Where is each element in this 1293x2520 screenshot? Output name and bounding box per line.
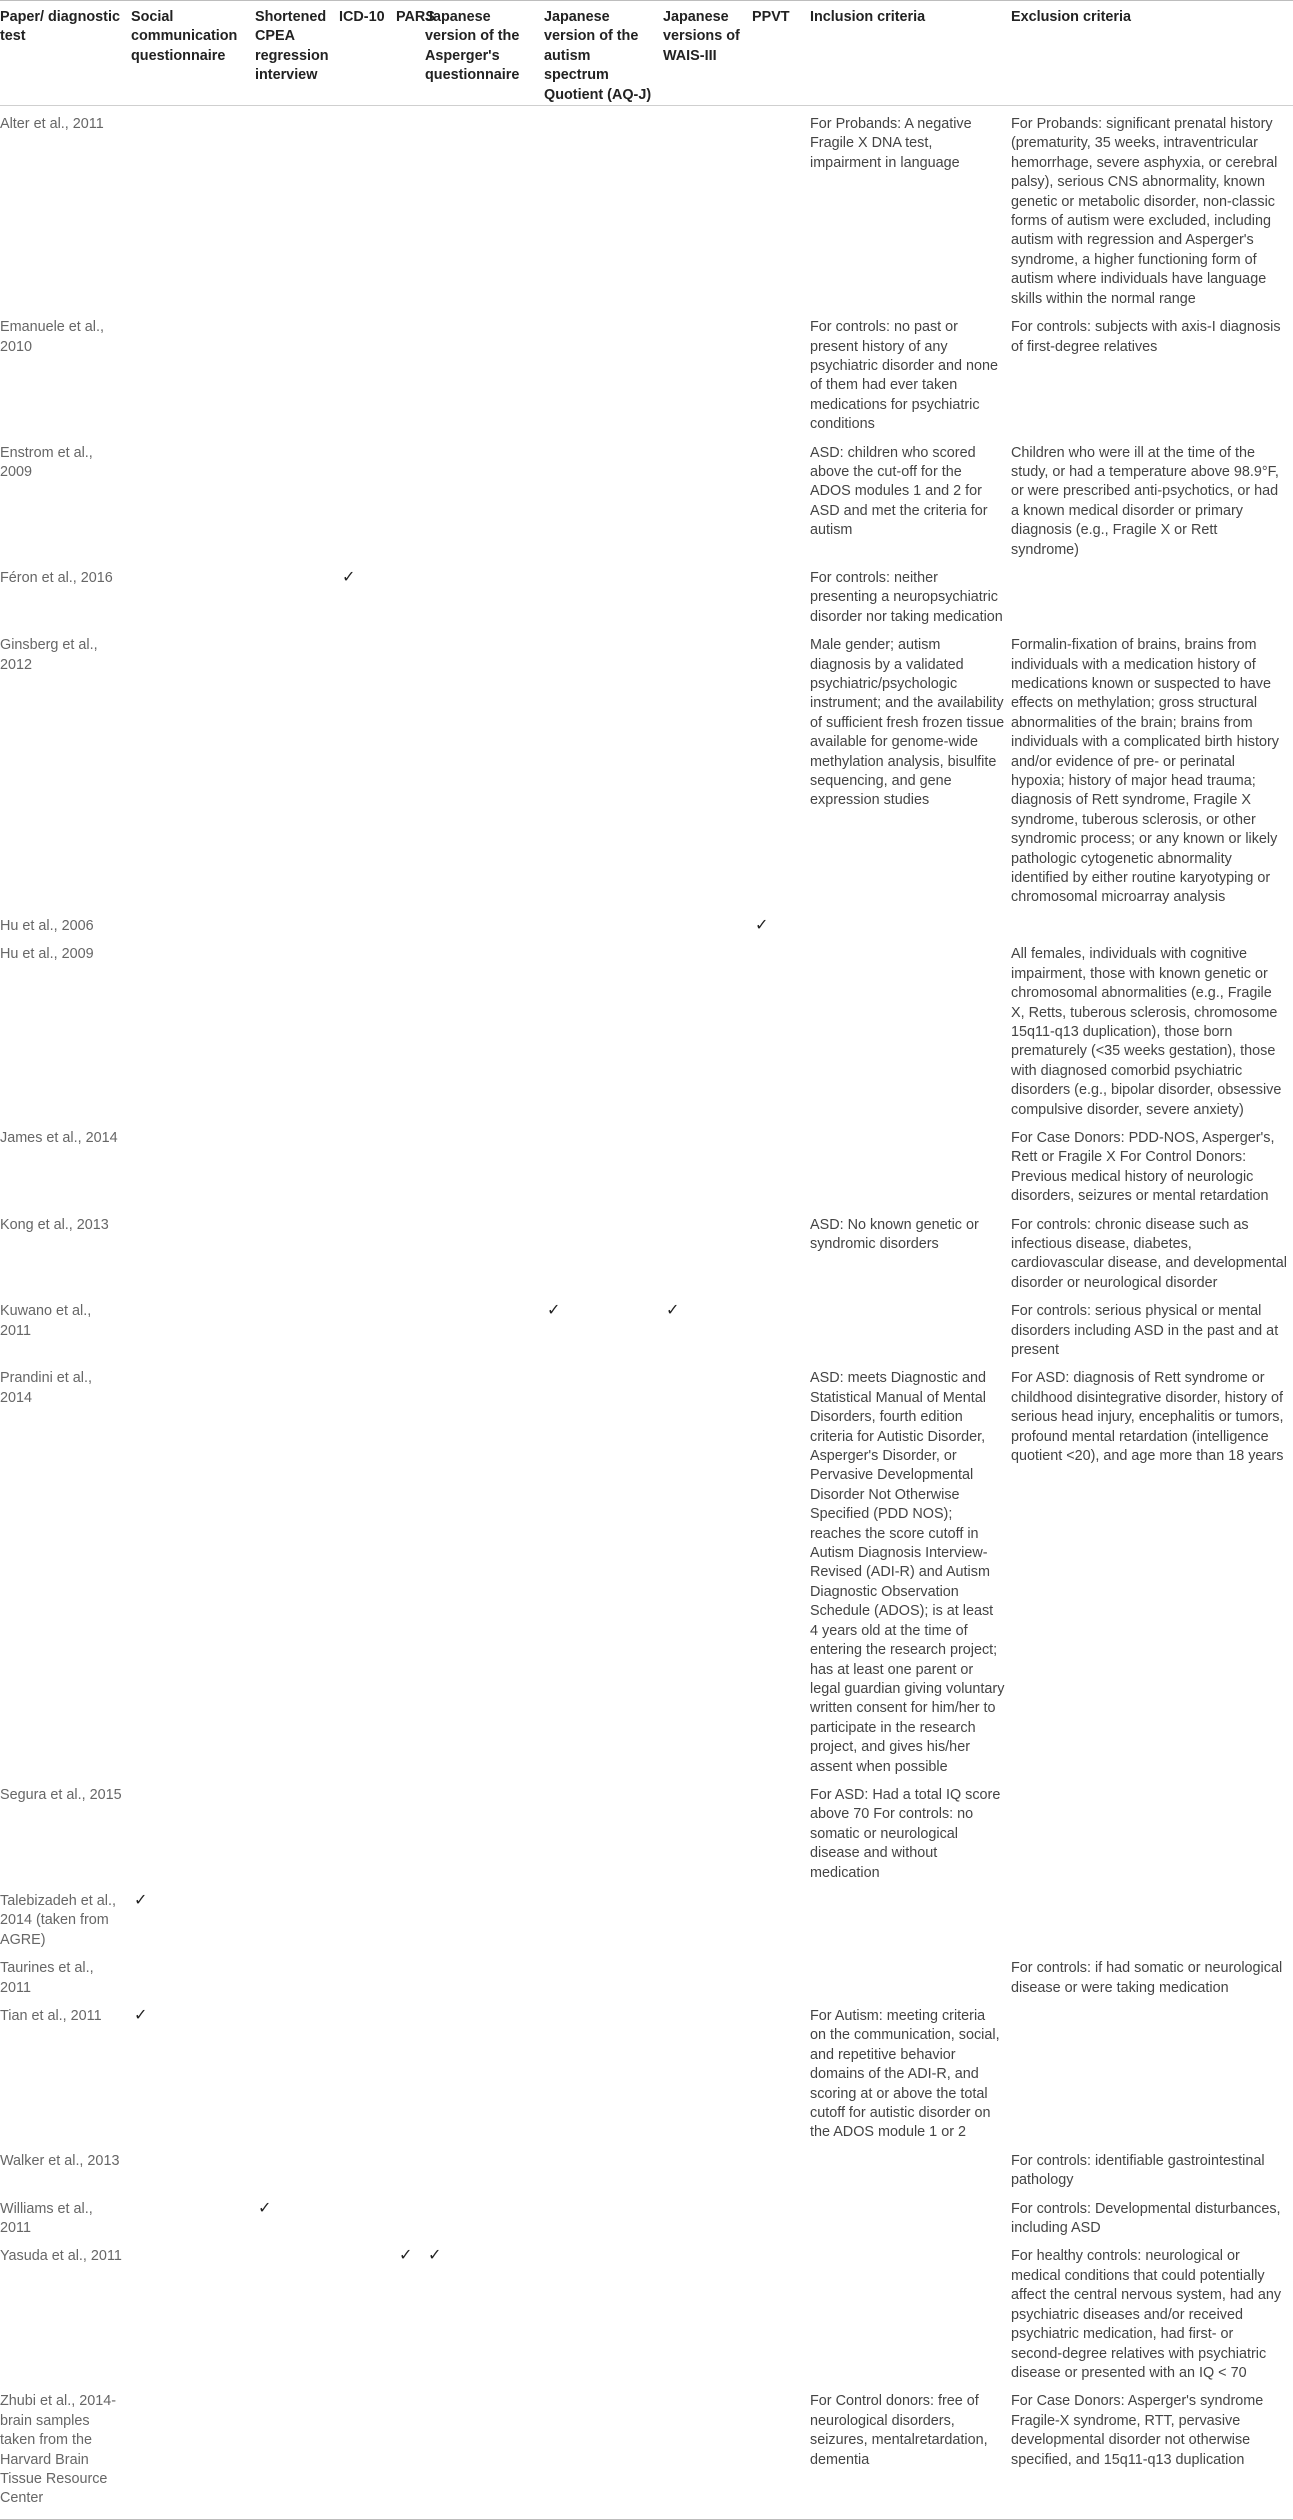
check-cell [255,2238,339,2383]
check-cell [131,627,255,908]
check-cell [396,1883,425,1950]
paper-cell: Zhubi et al., 2014- brain samples taken from the Harvard Brain Tissue Resource Center [0,2383,131,2519]
exclusion-cell: For controls: subjects with axis-I diagnosis of first-degree relatives [1011,319,1281,355]
check-cell [544,2383,663,2519]
paper-cell: Prandini et al., 2014 [0,1370,92,1406]
check-cell [425,936,544,1120]
check-cell [425,627,544,908]
inclusion-cell: For controls: no past or present history of any psychiatric disorder and none of them had ever taken medications for psychiatric conditions [810,319,998,433]
paper-cell: James et al., 2014 [0,1129,118,1146]
check-cell [544,1120,663,1207]
check-cell [339,1998,396,2143]
check-cell [663,2383,752,2519]
paper-cell: Hu et al., 2009 [0,946,94,963]
check-cell [752,1207,810,1294]
check-cell [131,1950,255,1998]
check-cell [396,1293,425,1360]
check-cell [663,908,752,936]
check-cell [663,2191,752,2239]
inclusion-cell [810,908,1011,936]
check-cell [396,627,425,908]
check-cell [339,908,396,936]
exclusion-cell: For ASD: diagnosis of Rett syndrome or childhood disintegrative disorder, history of serious head injury, encephalitis or tumors, profound mental retardation (intelligence quotient <20), and age more than 18 years [1011,1370,1284,1465]
check-cell [255,2383,339,2519]
check-cell [663,309,752,434]
check-cell [396,309,425,434]
check-cell [752,2191,810,2239]
inclusion-cell [810,1293,1011,1360]
table-row [0,106,1293,310]
check-cell [255,1950,339,1998]
check-cell [255,309,339,434]
check-cell [339,2238,396,2383]
check-cell [544,1950,663,1998]
checkmark-icon: ✓ [342,568,356,586]
check-cell [544,1777,663,1883]
check-cell [663,936,752,1120]
check-cell [131,2143,255,2191]
check-cell [255,2191,339,2239]
check-cell [255,1998,339,2143]
check-cell [544,2191,663,2239]
check-cell [255,1120,339,1207]
table-row [0,1998,1293,2143]
check-cell [255,1777,339,1883]
check-cell [339,1883,396,1950]
check-cell [425,2238,544,2383]
check-cell [663,1293,752,1360]
check-cell [396,560,425,627]
table-row [0,309,1293,434]
check-cell [663,1883,752,1950]
check-cell [339,1207,396,1294]
check-cell [255,106,339,310]
check-cell [131,2238,255,2383]
check-cell [396,2383,425,2519]
inclusion-cell [810,1950,1011,1998]
check-cell [425,309,544,434]
check-cell [396,106,425,310]
inclusion-cell [810,2143,1011,2191]
check-cell [425,2383,544,2519]
exclusion-cell: Children who were ill at the time of the study, or had a temperature above 98.9°F, or were prescribed anti-psychotics, or had a known medical disorder or primary diagnosis (e.g., Fragile X or Rett syndrome) [1011,444,1279,558]
table-row [0,1883,1293,1950]
paper-cell: Kong et al., 2013 [0,1216,109,1233]
check-cell [396,1207,425,1294]
check-cell [396,1360,425,1777]
check-cell [396,1950,425,1998]
paper-cell: Ginsberg et al., 2012 [0,637,98,673]
paper-cell: Enstrom et al., 2009 [0,444,93,480]
inclusion-cell: Male gender; autism diagnosis by a validated psychiatric/psychologic instrument; and the availability of sufficient fresh frozen tissue available for genome-wide methylation analysis, bisulfite sequencing, and gene expression studies [810,637,1005,809]
check-cell [131,1120,255,1207]
check-cell [339,1293,396,1360]
table-row [0,1950,1293,1998]
table-row [0,1207,1293,1294]
column-header: Japanese version of the autism spectrum Quotient (AQ-J) [544,1,663,106]
check-cell [255,1293,339,1360]
column-header: Social communication questionnaire [131,1,255,106]
check-cell [425,2191,544,2239]
check-cell [339,2383,396,2519]
table-row [0,1120,1293,1207]
inclusion-cell: For controls: neither presenting a neuropsychiatric disorder nor taking medication [810,569,1003,625]
table-row [0,2191,1293,2239]
exclusion-cell: For controls: identifiable gastrointestinal pathology [1011,2152,1265,2189]
checkmark-icon: ✓ [666,1302,680,1320]
column-header: ICD-10 [339,1,396,106]
check-cell [131,936,255,1120]
exclusion-cell [1011,560,1293,627]
paper-cell: Alter et al., 2011 [0,116,104,133]
check-cell [663,1998,752,2143]
check-cell [752,106,810,310]
paper-cell: Kuwano et al., 2011 [0,1303,92,1339]
check-cell [663,435,752,560]
check-cell [425,1120,544,1207]
table-row [0,435,1293,560]
exclusion-cell: All females, individuals with cognitive impairment, those with known genetic or chromosomal abnormalities (e.g., Fragile X, Retts, tuberous sclerosis, chromosome 15q11-q13 duplication), those born prematurely (<35 weeks gestation), those with diagnosed comorbid psychiatric disorders (e.g., bipolar disorder, obsessive compulsive disorder, severe anxiety) [1011,946,1282,1118]
inclusion-cell: ASD: children who scored above the cut-off for the ADOS modules 1 and 2 for ASD and met the criteria for autism [810,444,988,539]
check-cell [339,1777,396,1883]
check-cell [396,2191,425,2239]
paper-cell: Taurines et al., 2011 [0,1960,94,1996]
check-cell [752,1950,810,1998]
check-cell [544,560,663,627]
check-cell [544,1360,663,1777]
inclusion-cell [810,2238,1011,2383]
check-cell [425,1950,544,1998]
table-row [0,2238,1293,2383]
checkmark-icon: ✓ [258,2199,272,2217]
checkmark-icon: ✓ [399,2247,413,2265]
check-cell [255,560,339,627]
check-cell [255,2143,339,2191]
exclusion-cell [1011,1883,1293,1950]
column-header: Exclusion criteria [1011,1,1293,106]
inclusion-cell: ASD: meets Diagnostic and Statistical Manual of Mental Disorders, fourth edition criteria for Autistic Disorder, Asperger's Disorder, or Pervasive Developmental Disorder Not Otherwise Specified (PDD NOS); reaches the score cutoff in Autism Diagnosis Interview-Revised (ADI-R) and Autism Diagnostic Observation Schedule (ADOS); is at least 4 years old at the time of entering the research project; has at least one parent or legal guardian giving voluntary written consent for him/her to participate in the research project, and gives his/her assent when possible [810,1370,1005,1775]
paper-cell: Segura et al., 2015 [0,1786,122,1803]
check-cell [339,1360,396,1777]
check-cell [663,1950,752,1998]
paper-cell: Tian et al., 2011 [0,2008,102,2024]
check-cell [339,1120,396,1207]
check-cell [255,1883,339,1950]
check-cell [544,106,663,310]
check-cell [396,936,425,1120]
checkmark-icon: ✓ [547,1302,561,1320]
check-cell [396,1777,425,1883]
check-cell [339,936,396,1120]
exclusion-cell: For Probands: significant prenatal history (prematurity, 35 weeks, intraventricular hemorrhage, severe asphyxia, or cerebral palsy), serious CNS abnormality, known genetic or metabolic disorder, non-classic forms of autism were excluded, including autism with regression and Asperger's syndrome, a higher functioning form of autism where individuals have language skills within the normal range [1011,116,1278,307]
check-cell [255,627,339,908]
paper-cell: Hu et al., 2006 [0,917,94,934]
column-header: Inclusion criteria [810,1,1011,106]
check-cell [255,435,339,560]
checkmark-icon: ✓ [134,1891,148,1909]
check-cell [663,1207,752,1294]
table-row [0,2143,1293,2191]
check-cell [131,2383,255,2519]
check-cell [752,1360,810,1777]
check-cell [752,2143,810,2191]
check-cell [663,1777,752,1883]
paper-cell: Talebizadeh et al., 2014 (taken from AGRE) [0,1892,117,1948]
check-cell [131,1207,255,1294]
checkmark-icon: ✓ [428,2247,442,2265]
table-row [0,560,1293,627]
exclusion-cell: For controls: serious physical or mental disorders including ASD in the past and at present [1011,1303,1279,1358]
check-cell [131,908,255,936]
check-cell [663,560,752,627]
check-cell [663,1120,752,1207]
checkmark-icon: ✓ [134,2007,148,2024]
check-cell [396,908,425,936]
check-cell [339,106,396,310]
check-cell [396,2238,425,2383]
check-cell [544,1883,663,1950]
paper-cell: Williams et al., 2011 [0,2200,93,2237]
inclusion-cell: For ASD: Had a total IQ score above 70 For controls: no somatic or neurological disease and without medication [810,1786,1001,1881]
check-cell [663,2238,752,2383]
check-cell [425,1293,544,1360]
check-cell [255,1207,339,1294]
check-cell [425,560,544,627]
check-cell [339,309,396,434]
check-cell [752,1883,810,1950]
check-cell [752,1998,810,2143]
check-cell [131,1777,255,1883]
table-row [0,908,1293,936]
check-cell [131,106,255,310]
check-cell [544,1293,663,1360]
check-cell [131,560,255,627]
table-body [0,106,1293,2520]
check-cell [663,2143,752,2191]
check-cell [752,2383,810,2519]
check-cell [255,936,339,1120]
inclusion-cell [810,936,1011,1120]
check-cell [425,1883,544,1950]
check-cell [544,2238,663,2383]
inclusion-cell: ASD: No known genetic or syndromic disorders [810,1216,979,1252]
check-cell [752,1120,810,1207]
check-cell [425,2143,544,2191]
check-cell [131,435,255,560]
check-cell [752,627,810,908]
exclusion-cell [1011,1998,1293,2143]
check-cell [425,106,544,310]
exclusion-cell [1011,908,1293,936]
check-cell [544,1998,663,2143]
inclusion-cell [810,2191,1011,2239]
check-cell [131,1998,255,2143]
table-row [0,627,1293,908]
check-cell [131,2191,255,2239]
inclusion-cell [810,1883,1011,1950]
table-header-row [0,1,1293,106]
inclusion-cell [810,1120,1011,1207]
column-header: PPVT [752,1,810,106]
inclusion-cell: For Autism: meeting criteria on the communication, social, and repetitive behavior domains of the ADI-R, and scoring at or above the total cutoff for autistic disorder on the ADOS module 1 or 2 [810,2008,1000,2141]
checkmark-icon: ✓ [755,916,769,934]
check-cell [425,1360,544,1777]
check-cell [396,435,425,560]
check-cell [339,435,396,560]
table-row [0,1360,1293,1777]
paper-cell: Yasuda et al., 2011 [0,2248,122,2265]
column-header: PARS [396,1,425,106]
exclusion-cell: Formalin-fixation of brains, brains from individuals with a medication history of medications known or suspected to have effects on methylation; gross structural abnormalities of the brain; brains from individuals with a complicated birth history and/or evidence of pre- or perinatal hypoxia; history of major head trauma; diagnosis of Rett syndrome, Fragile X syndrome, tuberous sclerosis, or other syndromic process; or any known or likely pathologic cytogenetic abnormality identified by either routine karyotyping or chromosomal microarray analysis [1011,637,1279,906]
check-cell [544,908,663,936]
column-header: Japanese version of the Asperger's questionnaire [425,1,544,106]
paper-cell: Emanuele et al., 2010 [0,319,104,355]
paper-cell: Walker et al., 2013 [0,2152,120,2169]
inclusion-cell: For Probands: A negative Fragile X DNA test, impairment in language [810,116,972,171]
check-cell [752,2238,810,2383]
check-cell [544,309,663,434]
inclusion-cell: For Control donors: free of neurological disorders, seizures, mentalretardation, dementia [810,2383,1011,2519]
exclusion-cell: For Case Donors: Asperger's syndrome Fragile-X syndrome, RTT, pervasive developmental disorder not otherwise specified, and 15q11-q13 duplication [1011,2383,1293,2519]
check-cell [544,936,663,1120]
exclusion-cell [1011,1777,1293,1883]
column-header: Japanese versions of WAIS-III [663,1,752,106]
check-cell [339,627,396,908]
check-cell [752,1777,810,1883]
check-cell [396,1998,425,2143]
check-cell [752,908,810,936]
check-cell [131,1293,255,1360]
check-cell [396,1120,425,1207]
table-row [0,1293,1293,1360]
exclusion-cell: For controls: Developmental disturbances, including ASD [1011,2200,1281,2237]
check-cell [339,1950,396,1998]
check-cell [544,627,663,908]
table-row [0,2383,1293,2519]
paper-cell: Féron et al., 2016 [0,569,113,586]
check-cell [131,1360,255,1777]
check-cell [131,309,255,434]
check-cell [752,309,810,434]
check-cell [663,106,752,310]
check-cell [752,560,810,627]
check-cell [752,936,810,1120]
check-cell [425,1207,544,1294]
table-row [0,1777,1293,1883]
check-cell [425,908,544,936]
check-cell [752,1293,810,1360]
check-cell [544,435,663,560]
check-cell [255,1360,339,1777]
check-cell [425,435,544,560]
check-cell [339,560,396,627]
column-header: Shortened CPEA regression interview [255,1,339,106]
exclusion-cell: For healthy controls: neurological or medical conditions that could potentially affect the central nervous system, had any psychiatric diseases and/or received psychiatric medication, had first- or second-degree relatives with psychiatric disease or presented with an IQ < 70 [1011,2248,1282,2381]
exclusion-cell: For controls: if had somatic or neurological disease or were taking medication [1011,1960,1283,1996]
check-cell [425,1998,544,2143]
check-cell [339,2143,396,2191]
check-cell [544,1207,663,1294]
check-cell [425,1777,544,1883]
check-cell [663,1360,752,1777]
check-cell [544,2143,663,2191]
column-header: Paper/ diagnostic test [0,1,131,106]
table-row [0,936,1293,1120]
check-cell [255,908,339,936]
check-cell [752,435,810,560]
check-cell [339,2191,396,2239]
check-cell [131,1883,255,1950]
check-cell [663,627,752,908]
exclusion-cell: For Case Donors: PDD-NOS, Asperger's, Rett or Fragile X For Control Donors: Previous medical history of neurologic disorders, seizures or mental retardation [1011,1129,1275,1205]
check-cell [396,2143,425,2191]
exclusion-cell: For controls: chronic disease such as infectious disease, diabetes, cardiovascular disease, and developmental disorder or neurological disorder [1011,1216,1287,1291]
